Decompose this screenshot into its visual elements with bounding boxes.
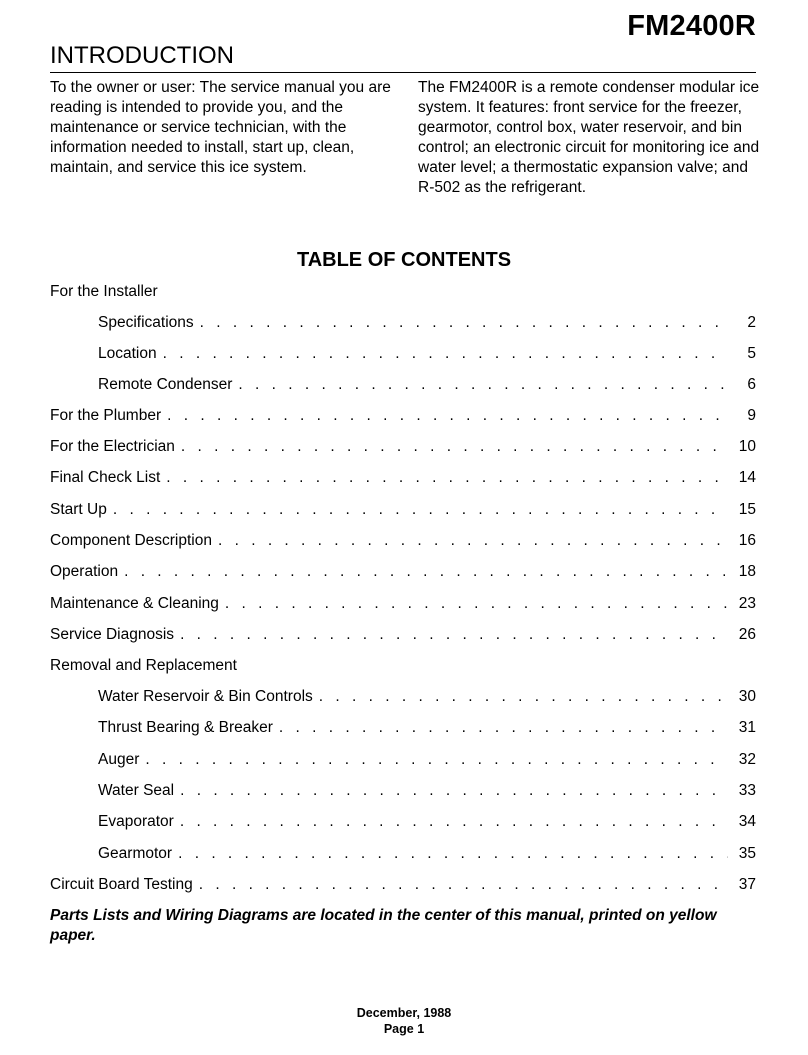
toc-label: Evaporator (98, 813, 174, 830)
toc-entry[interactable] (50, 437, 756, 457)
toc-label: Water Reservoir & Bin Controls (98, 688, 313, 705)
toc-entry[interactable] (50, 781, 756, 801)
toc-label: For the Plumber (50, 407, 162, 424)
toc-label: Start Up (50, 501, 107, 518)
footer-page-number: Page 1 (383, 1022, 425, 1036)
footer-date: December, 1988 (356, 1006, 452, 1020)
section-title: INTRODUCTION (50, 42, 234, 69)
toc-entry[interactable] (50, 406, 756, 426)
dot-leader (178, 844, 728, 864)
dot-leader (238, 375, 728, 395)
toc-page-number: 30 (738, 688, 756, 705)
dot-leader (180, 812, 728, 832)
toc-entry[interactable] (50, 562, 756, 582)
toc-label: Circuit Board Testing (50, 876, 193, 893)
toc-page-number: 33 (738, 782, 756, 799)
dot-leader (180, 625, 728, 645)
dot-leader (200, 313, 728, 333)
intro-left-paragraph: To the owner or user: The service manual you are reading is intended to provide you, and the maintenance or service technician, with the information needed to install, start up, clean, maintain, and service this ice system. (50, 79, 391, 176)
dot-leader (124, 562, 728, 582)
dot-leader (166, 468, 728, 488)
toc-page-number: 18 (738, 563, 756, 580)
toc-entry[interactable] (50, 687, 756, 707)
toc-title: TABLE OF CONTENTS (296, 249, 512, 271)
dot-leader (279, 718, 728, 738)
toc-page-number: 34 (738, 813, 756, 830)
toc-entry[interactable] (50, 375, 756, 395)
toc-label: Operation (50, 563, 119, 580)
model-number: FM2400R (627, 10, 756, 42)
toc-label: Specifications (98, 314, 194, 331)
dot-leader (181, 437, 728, 457)
toc-page-number: 35 (738, 845, 756, 862)
toc-label: Auger (98, 751, 140, 768)
dot-leader (113, 500, 728, 520)
toc-entry[interactable] (50, 468, 756, 488)
toc-label: For the Electrician (50, 438, 175, 455)
toc-label: Gearmotor (98, 845, 173, 862)
toc-entry[interactable] (50, 875, 756, 895)
toc-label: Water Seal (98, 782, 175, 799)
dot-leader (199, 875, 728, 895)
toc-label: Removal and Replacement (50, 657, 237, 674)
dot-leader (167, 406, 728, 426)
dot-leader (225, 594, 728, 614)
title-divider (50, 72, 756, 73)
toc-entry[interactable] (50, 844, 756, 864)
toc-entry[interactable] (50, 313, 756, 333)
toc-entry[interactable] (50, 812, 756, 832)
toc-page-number: 26 (738, 626, 756, 643)
toc-entry[interactable] (50, 594, 756, 614)
toc-entry[interactable] (50, 500, 756, 520)
toc-page-number: 10 (738, 438, 756, 455)
toc-entry[interactable] (50, 344, 756, 364)
dot-leader (218, 531, 728, 551)
toc-heading-removal (50, 656, 756, 676)
toc-page-number: 32 (738, 751, 756, 768)
toc-heading-installer (50, 282, 756, 302)
toc-label: Thrust Bearing & Breaker (98, 719, 273, 736)
toc-entry[interactable] (50, 718, 756, 738)
toc-entry[interactable] (50, 531, 756, 551)
toc-label: Location (98, 345, 157, 362)
toc-label: Service Diagnosis (50, 626, 175, 643)
toc-page-number: 2 (747, 314, 756, 331)
toc-page-number: 6 (747, 376, 756, 393)
dot-leader (163, 344, 728, 364)
parts-lists-note: Parts Lists and Wiring Diagrams are located in the center of this manual, printed on yellow paper. (50, 907, 717, 944)
toc-page-number: 9 (747, 407, 756, 424)
toc-page-number: 16 (738, 532, 756, 549)
toc-page-number: 37 (738, 876, 756, 893)
toc-page-number: 23 (738, 595, 756, 612)
dot-leader (180, 781, 728, 801)
toc-page-number: 15 (738, 501, 756, 518)
toc-label: Component Description (50, 532, 212, 549)
toc-entry[interactable] (50, 625, 756, 645)
intro-right-paragraph: The FM2400R is a remote condenser modular ice system. It features: front service for the freezer, gearmotor, control box, water reservoir, and bin control; an electronic circuit for monitoring ice and water level; a thermostatic expansion valve; and R-502 as the refrigerant. (418, 79, 760, 196)
toc-entry[interactable] (50, 750, 756, 770)
toc-label: For the Installer (50, 283, 158, 300)
toc-page-number: 31 (738, 719, 756, 736)
dot-leader (319, 687, 728, 707)
toc-label: Final Check List (50, 469, 161, 486)
toc-label: Maintenance & Cleaning (50, 595, 219, 612)
toc-page-number: 14 (738, 469, 756, 486)
toc-label: Remote Condenser (98, 376, 233, 393)
dot-leader (145, 750, 728, 770)
toc-page-number: 5 (747, 345, 756, 362)
